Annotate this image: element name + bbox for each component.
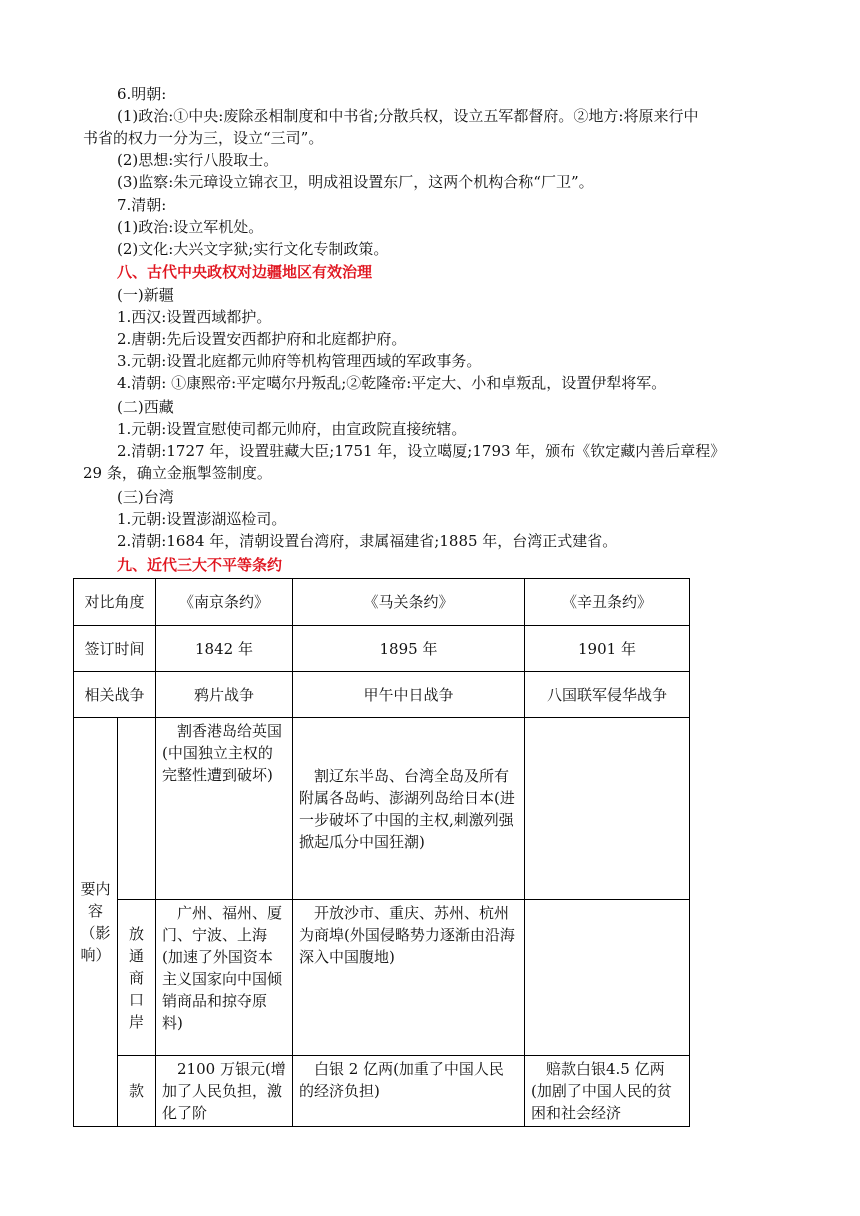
table-cell: 割辽东半岛、台湾全岛及所有附属各岛屿、澎湖列岛给日本(进一步破坏了中国的主权,刺激列强掀起瓜分中国狂潮)	[293, 718, 525, 900]
table-cell: 2100 万银元(增加了人民负担，激化了阶	[156, 1056, 293, 1127]
text-line: (1)政治:①中央:废除丞相制度和中书省;分散兵权，设立五军都督府。②地方:将原来行中	[117, 107, 699, 125]
table-cell: 八国联军侵华战争	[525, 672, 690, 718]
table-cell: 割香港岛给英国(中国独立主权的完整性遭到破坏)	[156, 718, 293, 900]
table-row	[74, 718, 690, 900]
row-label: 相关战争	[74, 672, 156, 718]
table-corner-cell: 对比角度	[74, 579, 156, 626]
table-cell: 广州、福州、厦门、宁波、上海(加速了外国资本主义国家向中国倾销商品和掠夺原料)	[156, 900, 293, 1056]
text-line: (1)政治:设立军机处。	[117, 218, 264, 236]
text-line: (二)西藏	[117, 398, 174, 416]
section-heading: 八、古代中央政权对边疆地区有效治理	[117, 263, 373, 281]
text-line: (2)文化:大兴文字狱;实行文化专制政策。	[117, 240, 389, 258]
table-cell: 1895 年	[293, 626, 525, 672]
table-row	[74, 1056, 690, 1127]
row-label: 款	[118, 1056, 156, 1127]
row-label: 放通商口岸	[118, 900, 156, 1056]
text-line: 7.清朝:	[117, 196, 167, 214]
section-heading: 九、近代三大不平等条约	[117, 556, 283, 574]
table-header-cell: 《南京条约》	[156, 579, 293, 626]
table-cell: 开放沙市、重庆、苏州、杭州为商埠(外国侵略势力逐渐由沿海深入中国腹地)	[293, 900, 525, 1056]
text-line: 4.清朝: ①康熙帝:平定噶尔丹叛乱;②乾隆帝:平定大、小和卓叛乱，设置伊犁将军。	[117, 374, 667, 392]
table-cell	[525, 900, 690, 1056]
text-line: 1.元朝:设置澎湖巡检司。	[117, 510, 287, 528]
table-row	[74, 626, 690, 672]
table-cell: 1842 年	[156, 626, 293, 672]
text-line: 书省的权力一分为三，设立“三司”。	[83, 129, 324, 147]
text-line: (三)台湾	[117, 488, 174, 506]
table-cell: 赔款白银4.5 亿两(加剧了中国人民的贫困和社会经济	[525, 1056, 690, 1127]
table-header-cell: 《辛丑条约》	[525, 579, 690, 626]
text-line: (3)监察:朱元璋设立锦衣卫，明成祖设置东厂，这两个机构合称“厂卫”。	[117, 173, 594, 191]
row-label	[118, 718, 156, 900]
treaty-comparison-table	[73, 578, 690, 1127]
text-line: 6.明朝:	[117, 85, 167, 103]
text-line: 3.元朝:设置北庭都元帅府等机构管理西域的军政事务。	[117, 352, 482, 370]
text-line: 29 条，确立金瓶掣签制度。	[83, 464, 272, 482]
text-line: (2)思想:实行八股取士。	[117, 151, 279, 169]
text-line: (一)新疆	[117, 286, 174, 304]
table-cell: 甲午中日战争	[293, 672, 525, 718]
row-group-label: 要内容（影响）	[74, 718, 118, 1127]
text-line: 2.唐朝:先后设置安西都护府和北庭都护府。	[117, 330, 407, 348]
table-cell	[525, 718, 690, 900]
table-cell: 1901 年	[525, 626, 690, 672]
table-cell: 白银 2 亿两(加重了中国人民的经济负担)	[293, 1056, 525, 1127]
table-cell: 鸦片战争	[156, 672, 293, 718]
text-line: 2.清朝:1727 年，设置驻藏大臣;1751 年，设立噶厦;1793 年，颁布《钦定藏内善后章程》	[117, 442, 726, 460]
row-label: 签订时间	[74, 626, 156, 672]
table-row	[74, 579, 690, 626]
text-line: 1.西汉:设置西域都护。	[117, 308, 272, 326]
text-line: 2.清朝:1684 年，清朝设置台湾府，隶属福建省;1885 年，台湾正式建省。	[117, 532, 618, 550]
table-header-cell: 《马关条约》	[293, 579, 525, 626]
table-row	[74, 672, 690, 718]
text-line: 1.元朝:设置宣慰使司都元帅府，由宣政院直接统辖。	[117, 420, 467, 438]
table-row	[74, 900, 690, 1056]
